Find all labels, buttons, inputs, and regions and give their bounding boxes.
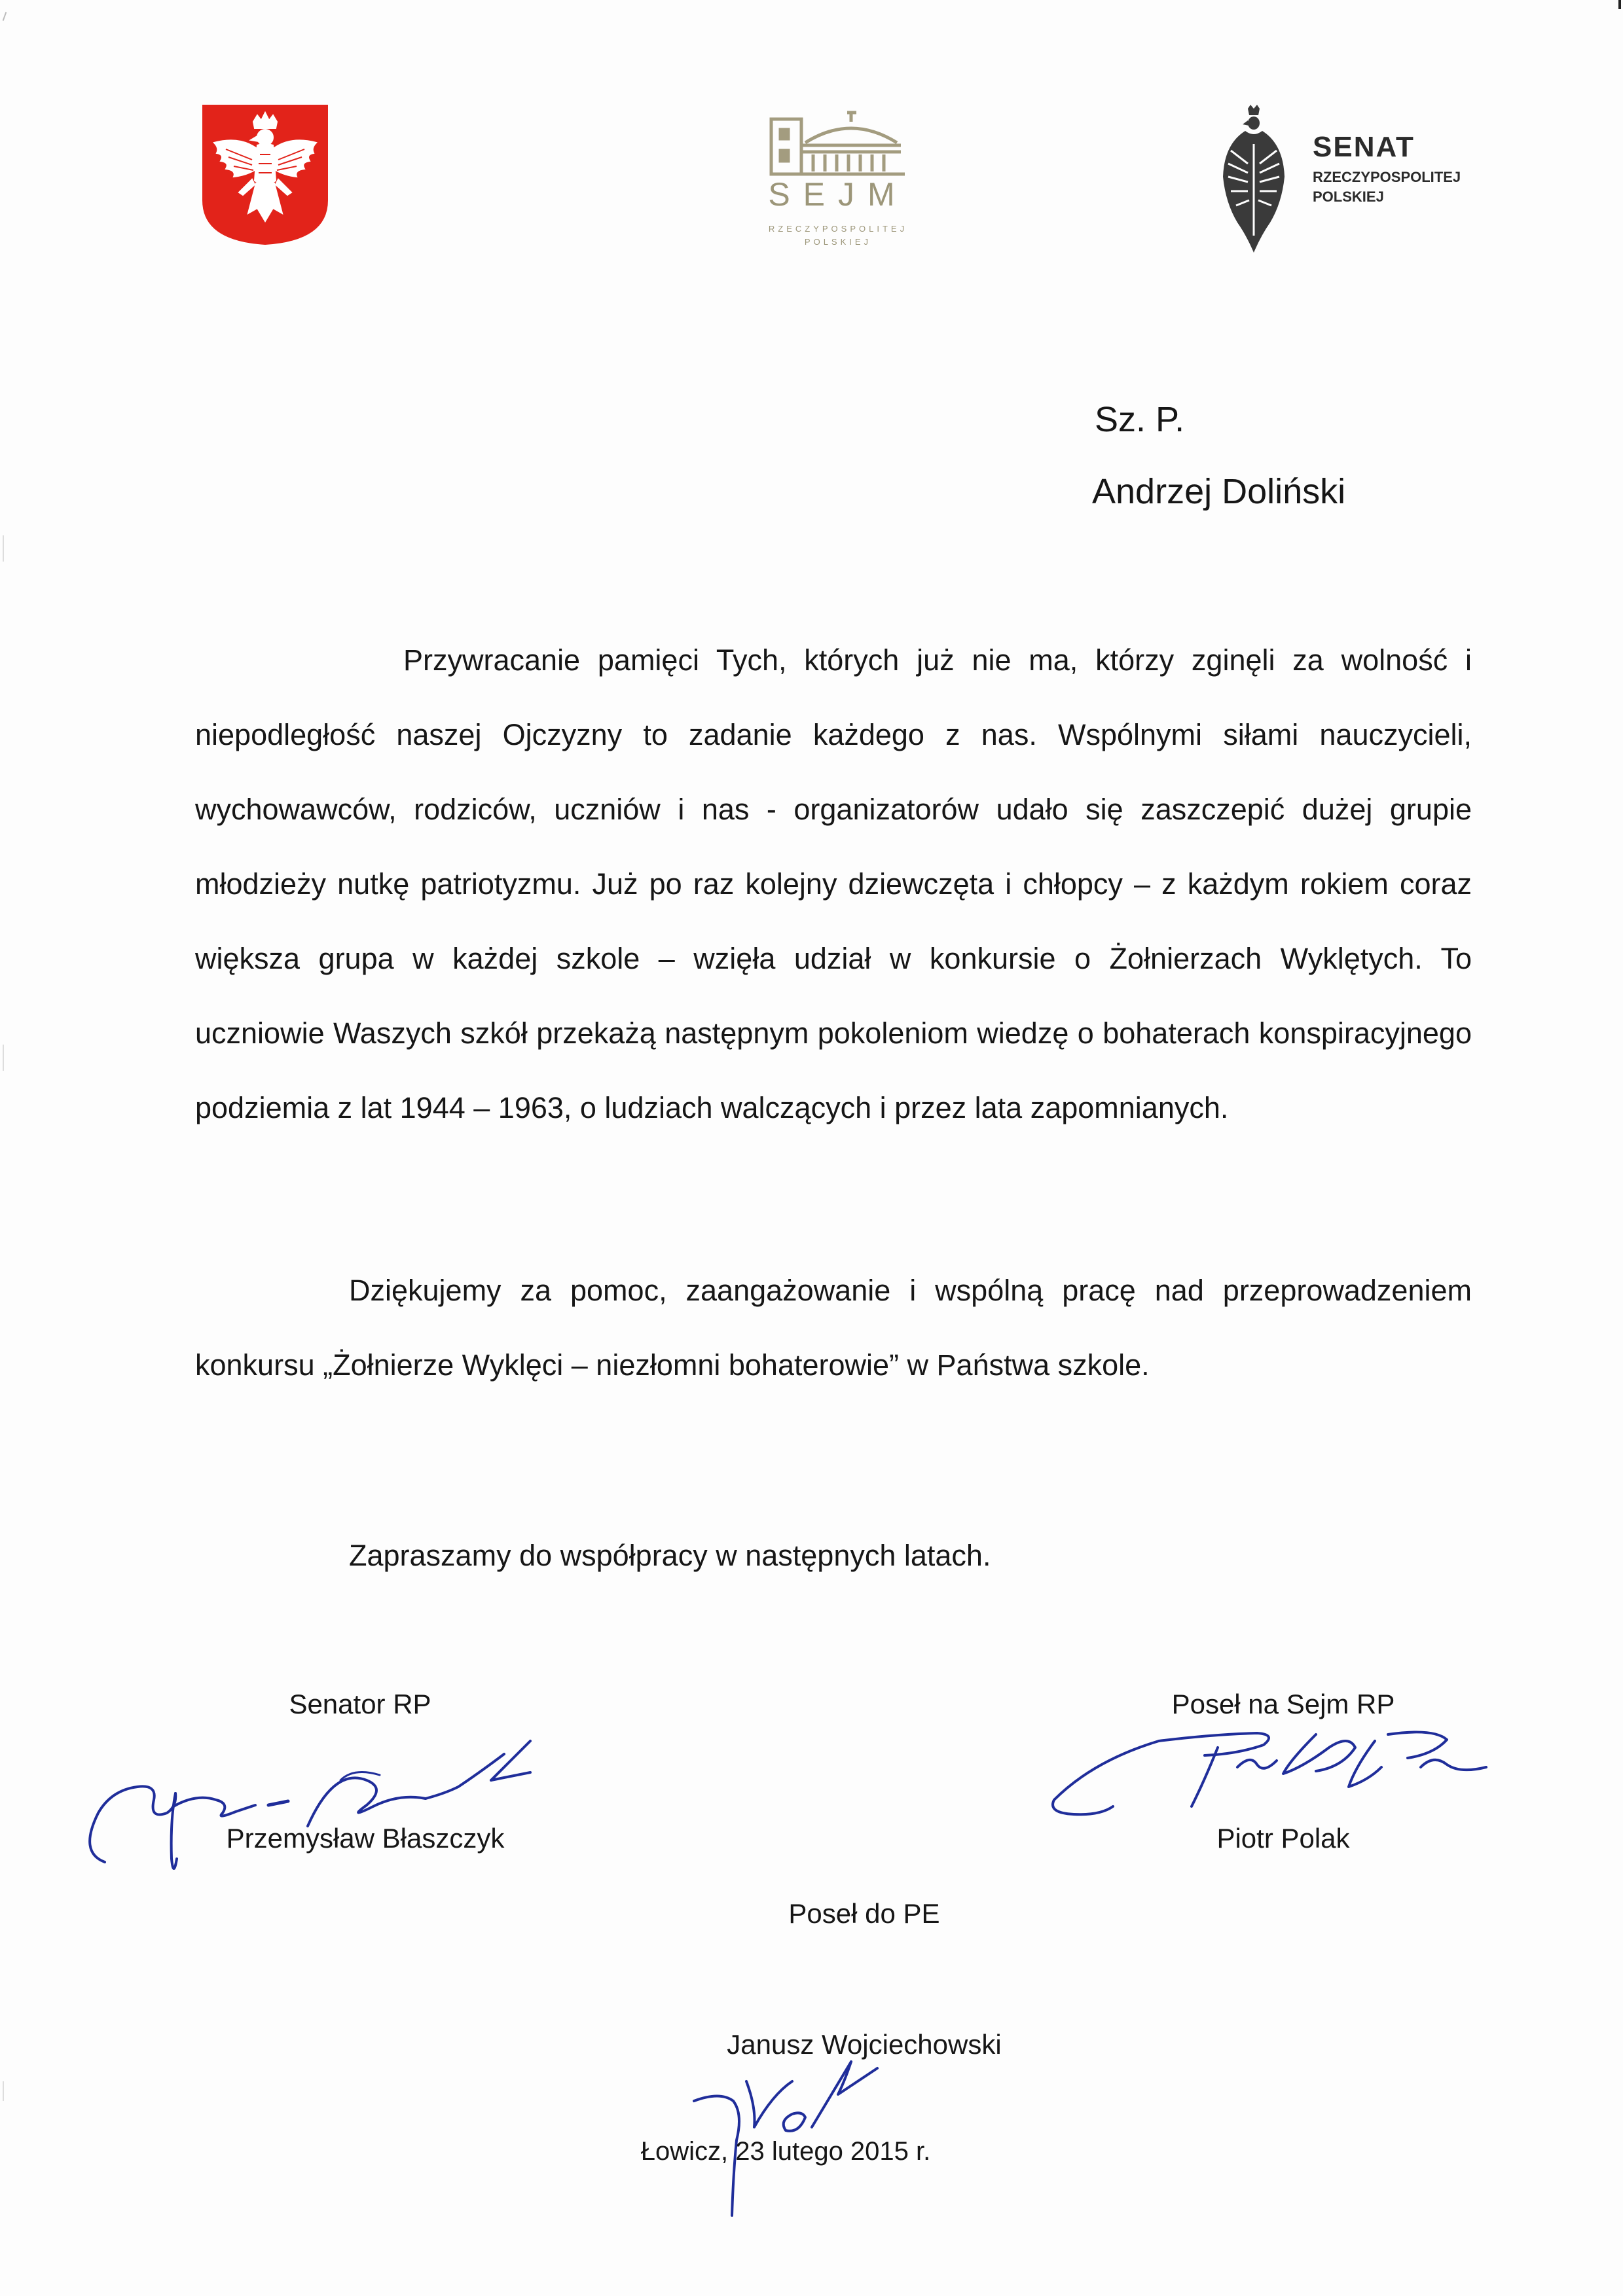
scan-edge-mark <box>1618 0 1621 9</box>
mep-title: Poseł do PE <box>788 1898 940 1929</box>
senator-title: Senator RP <box>289 1689 431 1719</box>
senat-logo-subtitle-line: RZECZYPOSPOLITEJ <box>1313 169 1461 185</box>
mep-name: Janusz Wojciechowski <box>727 2029 1002 2060</box>
sejm-logo-title: SEJM <box>768 176 908 213</box>
recipient-name: Andrzej Doliński <box>1092 472 1346 511</box>
senat-logo-title: SENAT <box>1313 131 1415 163</box>
senat-logo-subtitle <box>1313 168 1461 207</box>
paragraph-text: Przywracanie pamięci Tych, których już nie ma, którzy zginęli za wolność i niepodległość naszej Ojczyzny to zadanie każdego z nas. Wspólnymi siłami nauczycieli, wychowawców, rodziców, uczniów i nas - organizatorów udało się zaszczepić dużej grupie młodzieży nutkę patriotyzmu. Już po raz kolejny dziewczęta i chłopcy – z każdym rokiem coraz większa grupa w każdej szkole – wzięła udział w konkursie o Żołnierzach Wyklętych. To uczniowie Waszych szkół przekażą następnym pokoleniom wiedzę o bohaterach konspiracyjnego podziemia z lat 1944 – 1963, o ludziach walczących i przez lata zapomnianych. <box>195 643 1472 1124</box>
salutation: Sz. P. <box>1095 400 1185 439</box>
scan-edge-mark <box>3 535 4 562</box>
letter-body-paragraph <box>195 623 1472 1145</box>
senat-logo-subtitle-line: POLSKIEJ <box>1313 188 1384 205</box>
senat-eagle-logo-icon <box>1218 105 1290 255</box>
sejm-deputy-name: Piotr Polak <box>1216 1823 1350 1854</box>
place-and-date: Łowicz, 23 lutego 2015 r. <box>640 2137 931 2166</box>
sejm-logo-subtitle-line: RZECZYPOSPOLITEJ <box>768 224 908 234</box>
sejm-logo-subtitle-line: POLSKIEJ <box>804 237 872 247</box>
sejm-deputy-title: Poseł na Sejm RP <box>1171 1689 1395 1719</box>
paragraph-text: Zapraszamy do współpracy w następnych latach. <box>349 1539 991 1572</box>
senator-signature-icon <box>59 1728 543 1878</box>
sejm-deputy-signature-icon <box>1041 1708 1499 1839</box>
letter-body-paragraph <box>195 1518 1308 1593</box>
scan-edge-mark <box>3 2081 4 2101</box>
polish-eagle-emblem-icon <box>200 102 331 247</box>
scan-edge-mark <box>3 12 7 21</box>
senator-name: Przemysław Błaszczyk <box>226 1823 505 1854</box>
paragraph-text: Dziękujemy za pomoc, zaangażowanie i wspólną pracę nad przeprowadzeniem konkursu „Żołnierze Wyklęci – niezłomni bohaterowie” w Państwa szkole. <box>195 1274 1472 1382</box>
sejm-logo-subtitle <box>759 223 917 249</box>
letter-body-paragraph <box>195 1253 1472 1403</box>
scan-edge-mark <box>3 1045 4 1071</box>
